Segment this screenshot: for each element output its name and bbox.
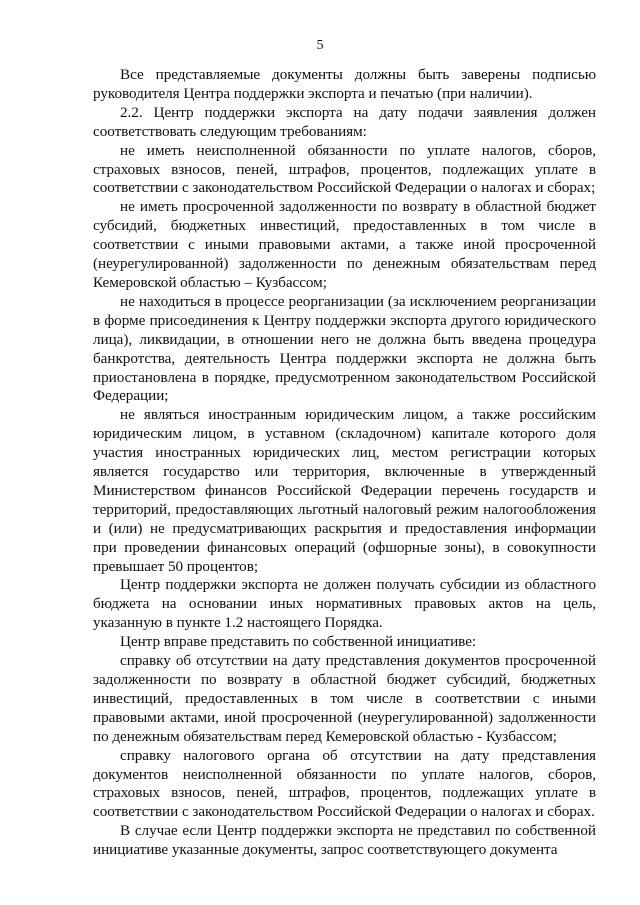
paragraph: не иметь просроченной задолженности по возврату в областной бюджет субсидий, бюджетных инвестиций, предоставленных в том числе в соответствии с иными правовыми актами, а также иной просроченной (неурегулированной) задолженности по денежным обязательствам перед Кемеровской областью – Кузбассом; bbox=[93, 198, 596, 291]
paragraph: В случае если Центр поддержки экспорта не представил по собственной инициативе указанные документы, запрос соответствующего документа bbox=[93, 822, 596, 859]
paragraph: 2.2. Центр поддержки экспорта на дату подачи заявления должен соответствовать следующим требованиям: bbox=[93, 103, 596, 140]
paragraph: не иметь неисполненной обязанности по уплате налогов, сборов, страховых взносов, пеней, штрафов, процентов, подлежащих уплате в соответствии с законодательством Российской Федерации о налогах и сборах; bbox=[93, 141, 596, 197]
paragraph: справку налогового органа об отсутствии на дату представления документов неисполненной обязанности по уплате налогов, сборов, страховых взносов, пеней, штрафов, процентов, подлежащих уплате в соответствии с законодательством Российской Федерации о налогах и сборах. bbox=[93, 746, 596, 821]
paragraph: Центр вправе представить по собственной инициативе: bbox=[120, 633, 477, 651]
paragraph: не находиться в процессе реорганизации (за исключением реорганизации в форме присоединения к Центру поддержки экспорта другого юридического лица), ликвидации, в отношении него не должна быть введена процедура банкротства, деятельность Центра поддержки экспорта не должна быть приостановлена в порядке, предусмотренном законодательством Российской Федерации; bbox=[93, 292, 596, 405]
paragraph: Все представляемые документы должны быть заверены подписью руководителя Центра поддержки экспорта и печатью (при наличии). bbox=[93, 66, 596, 102]
paragraph: справку об отсутствии на дату представления документов просроченной задолженности по возврату в областной бюджет субсидий, бюджетных инвестиций, предоставленных в том числе в соответствии с иными правовыми актами, иной просроченной (неурегулированной) задолженности по денежным обязательствам перед Кемеровской областью - Кузбассом; bbox=[93, 652, 596, 745]
paragraph: Центр поддержки экспорта не должен получать субсидии из областного бюджета на основании иных нормативных правовых актов на цель, указанную в пункте 1.2 настоящего Порядка. bbox=[93, 576, 596, 632]
document-body bbox=[93, 66, 596, 860]
paragraph: не являться иностранным юридическим лицом, а также российским юридическим лицом, в уставном (складочном) капитале которого доля участия иностранных юридических лиц, местом регистрации которых является государство или территория, включенные в утвержденный Министерством финансов Российской Федерации перечень государств и территорий, предоставляющих льготный налоговый режим налогообложения и (или) не предусматривающих раскрытия и предоставления информации при проведении финансовых операций (офшорные зоны), в совокупности превышает 50 процентов; bbox=[93, 406, 596, 575]
page-number: 5 bbox=[316, 38, 324, 53]
